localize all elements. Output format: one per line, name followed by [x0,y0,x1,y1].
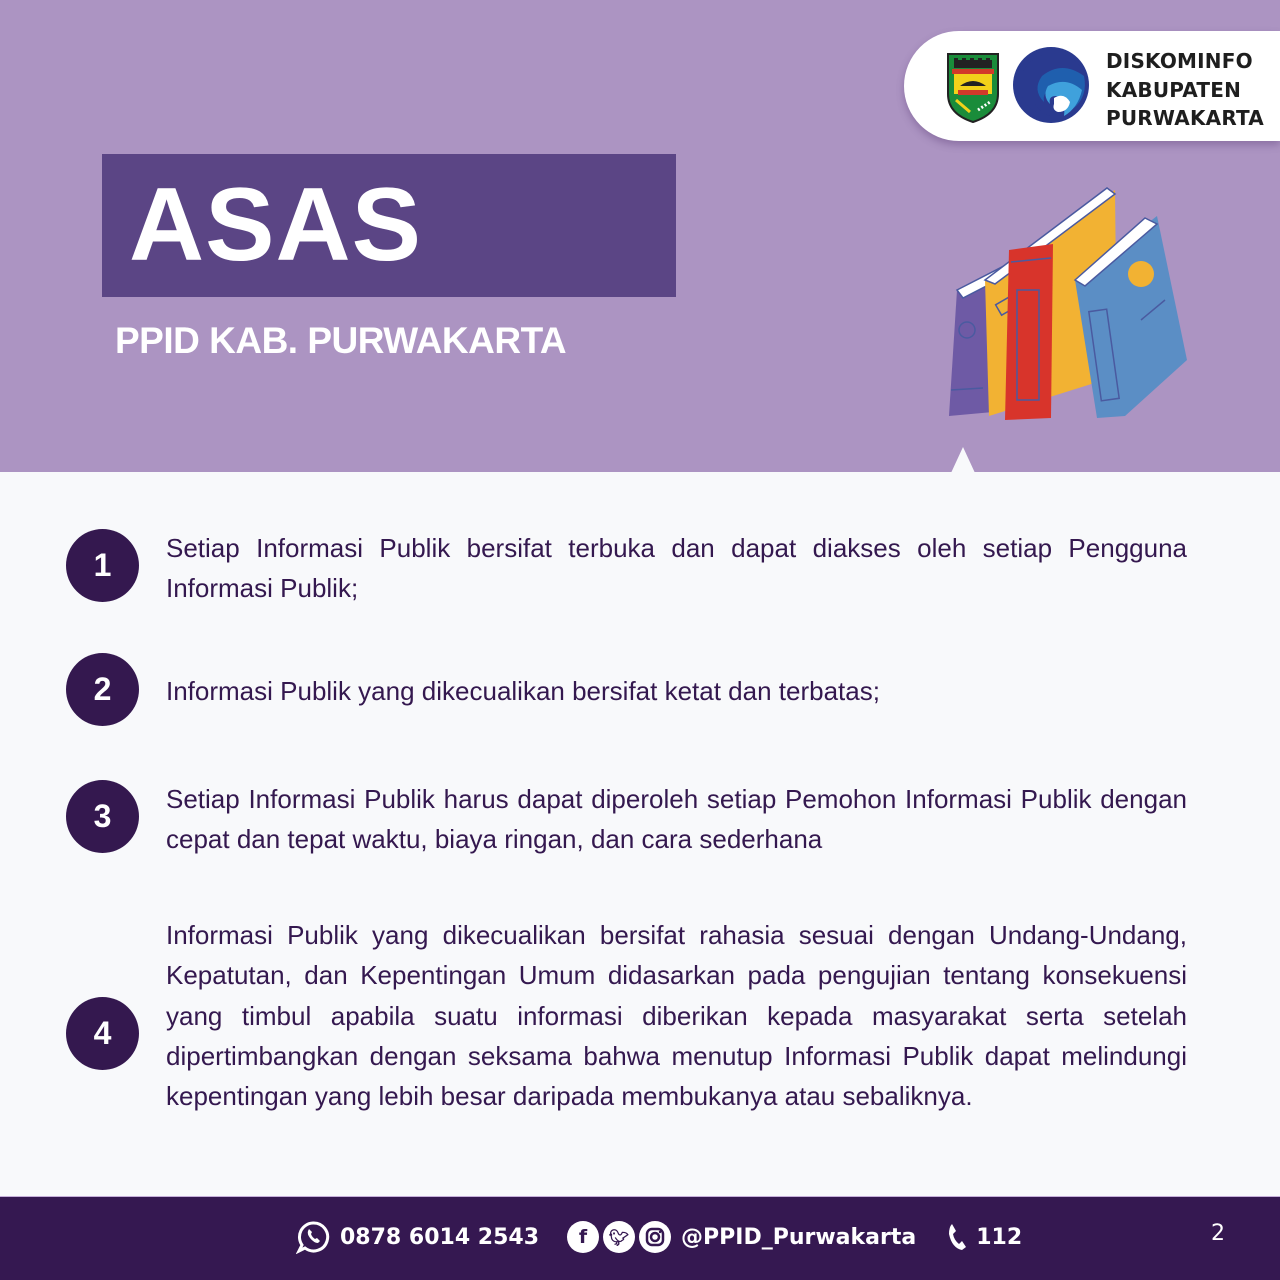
item-text: Setiap Informasi Publik harus dapat diperoleh setiap Pemohon Informasi Publik dengan cepat dan tepat waktu, biaya ringan, dan cara sederhana [166,784,1187,855]
footer-bar [0,1196,1280,1280]
logo-line-1: DISKOMINFO [1106,49,1253,73]
item-text: Informasi Publik yang dikecualikan bersifat ketat dan terbatas; [166,676,880,706]
number-badge: 3 [66,780,139,853]
logo-panel [904,31,1280,141]
contact-row [296,1217,1022,1257]
phone-icon [946,1222,968,1252]
logo-line-2: KABUPATEN [1106,77,1242,102]
social-handle[interactable]: @PPID_Purwakarta [681,1224,917,1250]
logo-line-3: PURWAKARTA [1106,106,1264,130]
facebook-icon[interactable]: f [567,1221,599,1253]
header-pointer [951,447,975,473]
number-badge: 2 [66,653,139,726]
instagram-icon[interactable] [639,1221,671,1253]
page-subtitle: PPID KAB. PURWAKARTA [115,320,567,361]
twitter-icon[interactable]: 🐦︎ [603,1221,635,1253]
diskominfo-logo-text [1106,47,1264,133]
title-box [102,154,676,297]
item-text: Setiap Informasi Publik bersifat terbuka dan dapat diakses oleh setiap Pengguna Informasi Publik; [166,533,1187,604]
books-illustration-icon [935,180,1195,430]
number-badge: 4 [66,997,139,1070]
kominfo-logo-icon [1012,46,1090,124]
page-title: ASAS [129,167,422,283]
phone-number[interactable]: 112 [976,1224,1023,1250]
item-text: Informasi Publik yang dikecualikan bersifat rahasia sesuai dengan Undang-Undang, Kepatutan, dan Kepentingan Umum didasarkan pada pengujian tentang konsekuensi yang timbul apabila suatu informasi diberikan kepada masyarakat serta setelah dipertimbangkan dengan seksama bahwa menutup Informasi Publik dapat melindungi kepentingan yang lebih besar daripada membukanya atau sebaliknya. [166,920,1187,1112]
header-banner [0,0,1280,472]
number-badge: 1 [66,529,139,602]
page-number: 2 [1211,1221,1225,1246]
purwakarta-crest-icon [944,50,1002,124]
whatsapp-number[interactable]: 0878 6014 2543 [340,1224,540,1250]
whatsapp-icon [296,1220,330,1254]
